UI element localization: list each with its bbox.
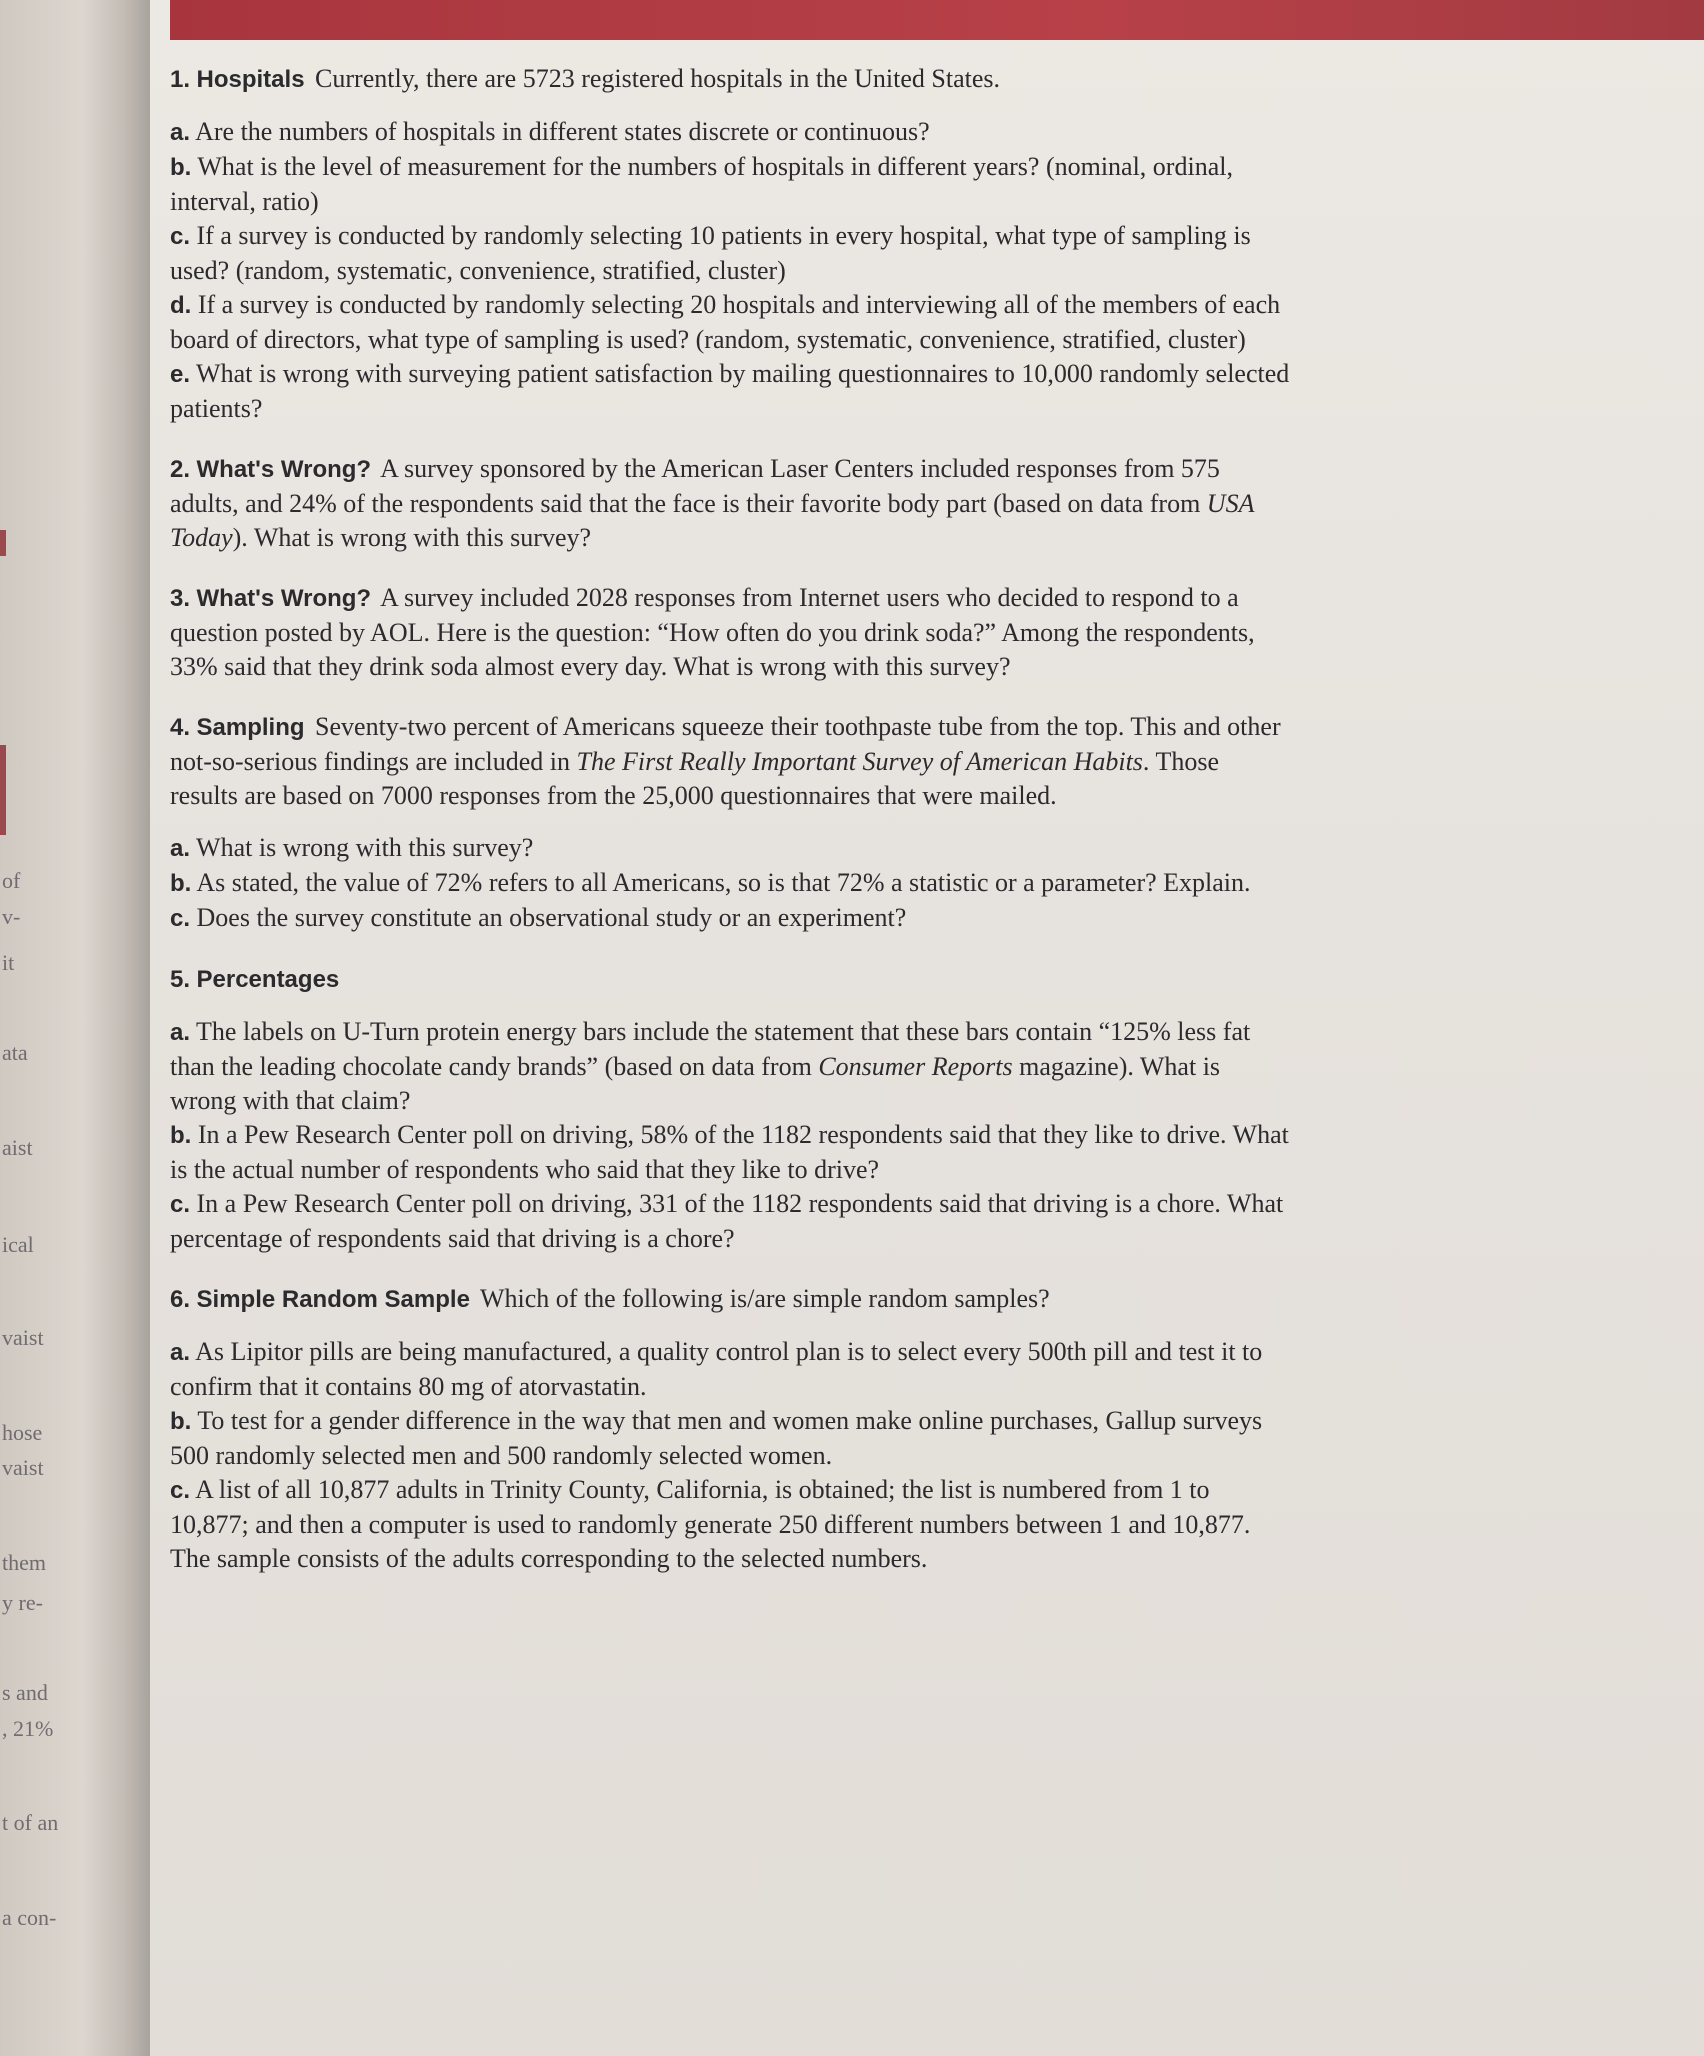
problem-part (170, 115, 1290, 150)
part-text: Does the survey constitute an observational study or an experiment? (196, 903, 907, 932)
problem-number: 6. (170, 1286, 191, 1313)
part-text: What is wrong with surveying patient satisfaction by mailing questionnaires to 10,000 randomly selected patients? (170, 359, 1290, 423)
problem-part (170, 357, 1290, 426)
problem-parts (170, 115, 1290, 426)
problem-4 (170, 710, 1290, 936)
part-letter: b. (170, 154, 192, 181)
margin-fragment: , 21% (2, 1716, 54, 1741)
part-letter: a. (170, 119, 191, 146)
problem-parts (170, 1335, 1290, 1576)
problem-text: Which of the following is/are simple random samples? (479, 1284, 1050, 1313)
problem-part (170, 1187, 1290, 1256)
part-text: As Lipitor pills are being manufactured, a quality control plan is to select every 500th pill and test it to confirm that it contains 80 mg of atorvastatin. (170, 1337, 1263, 1401)
margin-fragment: it (2, 950, 15, 975)
problem-part (170, 831, 1290, 866)
problem-text-end: ). What is wrong with this survey? (232, 523, 592, 552)
part-text-end: magazine). What is wrong with that claim? (170, 1052, 1221, 1115)
problem-title: Sampling (196, 714, 305, 741)
source-name: USA Today (170, 489, 1254, 552)
exercise-list (170, 62, 1290, 1602)
margin-fragment: them (2, 1550, 46, 1575)
problem-part (170, 1118, 1290, 1187)
problem-number: 4. (170, 714, 191, 741)
part-letter: c. (170, 223, 191, 250)
problem-title: Hospitals (196, 66, 305, 93)
part-text: If a survey is conducted by randomly selecting 10 patients in every hospital, what type of sampling is used? (random, systematic, convenience, stratified, cluster) (170, 221, 1251, 285)
part-letter: e. (170, 361, 191, 388)
problem-statement (170, 452, 1290, 555)
problem-title: Percentages (196, 966, 340, 993)
part-text: In a Pew Research Center poll on driving, 58% of the 1182 respondents said that they like to drive. What is the actual number of respondents who said that they like to drive? (170, 1120, 1289, 1184)
problem-number: 3. (170, 585, 191, 612)
margin-fragment: vaist (2, 1325, 44, 1350)
part-text: The labels on U-Turn protein energy bars include the statement that these bars contain “125% less fat than the leading chocolate candy brands” (based on data from (170, 1017, 1251, 1081)
problem-title: Simple Random Sample (196, 1286, 470, 1313)
problem-text: A survey included 2028 responses from Internet users who decided to respond to a question posted by AOL. Here is the question: “How often do you drink soda?” Among the respondents, 33% said that they drink soda almost every day. What is wrong with this survey? (170, 583, 1255, 681)
part-text: As stated, the value of 72% refers to all Americans, so is that 72% a statistic or a parameter? Explain. (196, 868, 1251, 897)
problem-statement (170, 581, 1290, 684)
problem-part (170, 1015, 1290, 1118)
problem-statement (170, 62, 1290, 97)
problem-part (170, 1473, 1290, 1576)
margin-fragment: v- (2, 904, 21, 929)
part-text: What is wrong with this survey? (196, 833, 534, 862)
problem-6 (170, 1282, 1290, 1576)
problem-1 (170, 62, 1290, 426)
part-letter: d. (170, 292, 192, 319)
part-letter: a. (170, 835, 191, 862)
part-letter: c. (170, 1477, 191, 1504)
problem-3 (170, 581, 1290, 684)
margin-fragment: of (2, 868, 21, 893)
problem-number: 1. (170, 66, 191, 93)
problem-statement (170, 710, 1290, 813)
problem-statement (170, 962, 1290, 997)
margin-fragment: y re- (2, 1590, 43, 1615)
problem-title: What's Wrong? (196, 585, 372, 612)
part-letter: a. (170, 1019, 191, 1046)
problem-part (170, 219, 1290, 288)
header-band (170, 0, 1704, 40)
margin-fragment: hose (2, 1420, 43, 1445)
part-text: To test for a gender difference in the way that men and women make online purchases, Gallup surveys 500 randomly selected men and 500 randomly selected women. (170, 1406, 1263, 1470)
problem-part (170, 866, 1290, 901)
margin-fragment: ata (2, 1040, 28, 1065)
page-marker (0, 745, 6, 835)
part-letter: a. (170, 1339, 191, 1366)
part-text: Are the numbers of hospitals in different states discrete or continuous? (195, 117, 930, 146)
problem-text: Currently, there are 5723 registered hospitals in the United States. (315, 64, 1001, 93)
margin-fragment: vaist (2, 1455, 44, 1480)
problem-text: A survey sponsored by the American Laser Centers included responses from 575 adults, and 24% of the respondents said that the face is their favorite body part (based on data from (170, 454, 1220, 518)
problem-part (170, 901, 1290, 936)
part-letter: b. (170, 1122, 192, 1149)
part-text: If a survey is conducted by randomly selecting 20 hospitals and interviewing all of the members of each board of directors, what type of sampling is used? (random, systematic, convenience, stratified, cluster) (170, 290, 1281, 354)
part-letter: c. (170, 1191, 191, 1218)
problem-text: Seventy-two percent of Americans squeeze their toothpaste tube from the top. This and other not-so-serious findings are included in (170, 712, 1281, 776)
part-letter: b. (170, 870, 192, 897)
page-marker (0, 530, 6, 556)
problem-text-end: . Those results are based on 7000 responses from the 25,000 questionnaires that were mailed. (170, 747, 1219, 810)
problem-part (170, 288, 1290, 357)
margin-fragment: a con- (2, 1905, 57, 1930)
problem-part (170, 1404, 1290, 1473)
margin-fragment: t of an (2, 1810, 59, 1835)
problem-part (170, 150, 1290, 219)
margin-fragment: aist (2, 1135, 33, 1160)
problem-5 (170, 962, 1290, 1256)
problem-statement (170, 1282, 1290, 1317)
problem-2 (170, 452, 1290, 555)
magazine-name: Consumer Reports (818, 1052, 1013, 1081)
margin-fragment: ical (2, 1232, 34, 1257)
part-letter: c. (170, 905, 191, 932)
facing-page-edge (0, 0, 150, 2056)
part-text: A list of all 10,877 adults in Trinity County, California, is obtained; the list is numbered from 1 to 10,877; and then a computer is used to randomly generate 250 different numbers between 1 and 10,877. The sample consists of the adults corresponding to the selected numbers. (170, 1475, 1251, 1573)
problem-parts (170, 831, 1290, 936)
part-text: In a Pew Research Center poll on driving, 331 of the 1182 respondents said that driving is a chore. What percentage of respondents said that driving is a chore? (170, 1189, 1284, 1253)
book-title: The First Really Important Survey of American Habits (576, 747, 1143, 776)
margin-fragment: s and (2, 1680, 48, 1705)
part-letter: b. (170, 1408, 192, 1435)
problem-part (170, 1335, 1290, 1404)
problem-title: What's Wrong? (196, 456, 372, 483)
part-text: What is the level of measurement for the numbers of hospitals in different years? (nominal, ordinal, interval, ratio) (170, 152, 1233, 216)
problem-number: 2. (170, 456, 191, 483)
problem-parts (170, 1015, 1290, 1256)
problem-number: 5. (170, 966, 191, 993)
